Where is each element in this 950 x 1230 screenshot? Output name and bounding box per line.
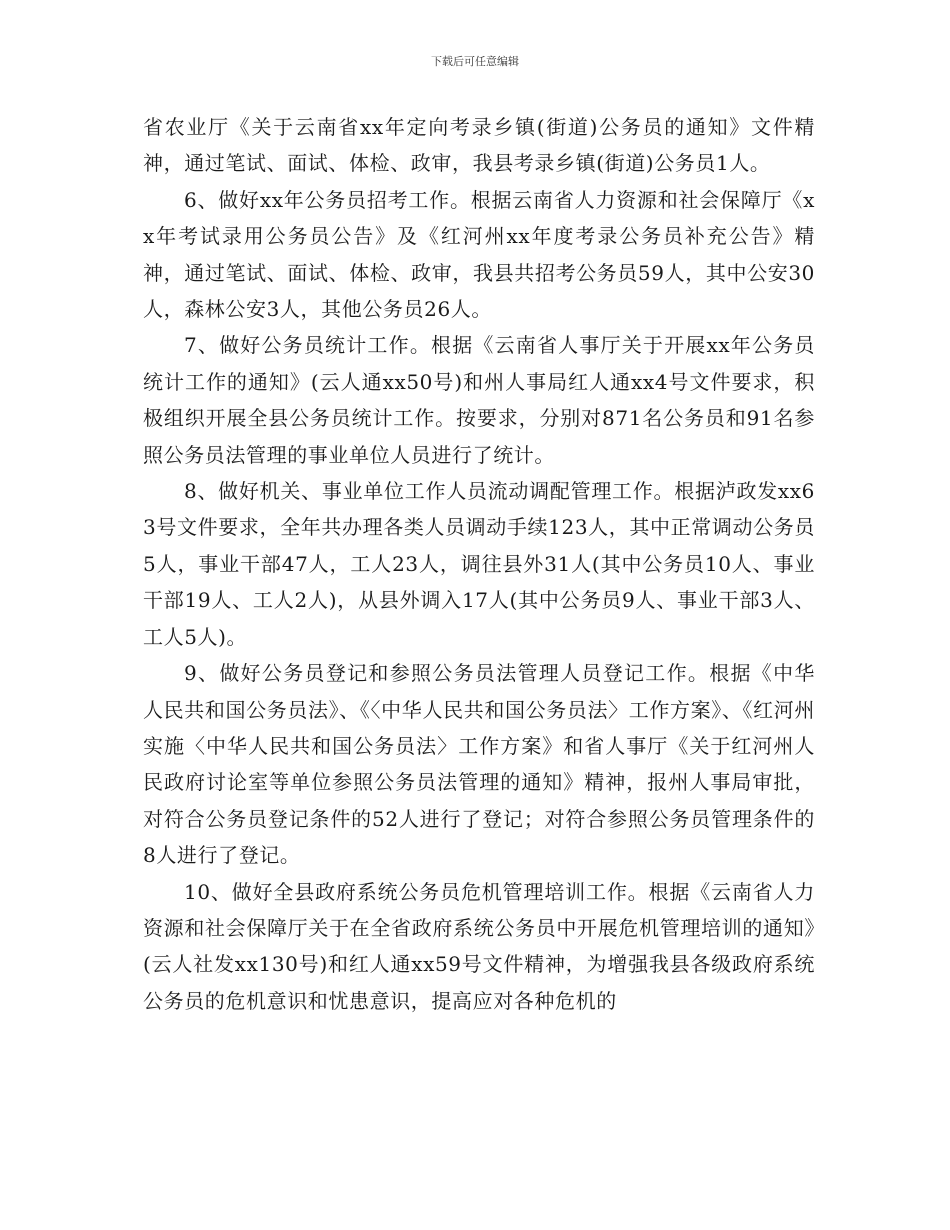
- page-header: 下载后可任意编辑: [431, 55, 519, 68]
- paragraph-continuation: 省农业厅《关于云南省xx年定向考录乡镇(街道)公务员的通知》文件精神，通过笔试、面试、体检、政审，我县考录乡镇(街道)公务员1人。: [143, 115, 815, 176]
- paragraph-item-9: 9、做好公务员登记和参照公务员法管理人员登记工作。根据《中华人民共和国公务员法》、《〈中华人民共和国公务员法〉工作方案》、《红河州实施〈中华人民共和国公务员法〉工作方案》和省人事厅《关于红河州人民政府讨论室等单位参照公务员法管理的通知》精神，报州人事局审批，对符合公务员登记条件的52人进行了登记；对符合参照公务员管理条件的8人进行了登记。: [143, 661, 815, 868]
- paragraph-item-10: 10、做好全县政府系统公务员危机管理培训工作。根据《云南省人力资源和社会保障厅关于在全省政府系统公务员中开展危机管理培训的通知》(云人社发xx130号)和红人通xx59号文件精神，为增强我县各级政府系统公务员的危机意识和忧患意识，提高应对各种危机的: [143, 879, 815, 1013]
- paragraph-item-6: 6、做好xx年公务员招考工作。根据云南省人力资源和社会保障厅《xx年考试录用公务员公告》及《红河州xx年度考录公务员补充公告》精神，通过笔试、面试、体检、政审，我县共招考公务员59人，其中公安30人，森林公安3人，其他公务员26人。: [143, 187, 815, 322]
- paragraph-item-8: 8、做好机关、事业单位工作人员流动调配管理工作。根据泸政发xx63号文件要求，全年共办理各类人员调动手续123人，其中正常调动公务员5人，事业干部47人，工人23人，调往县外31人(其中公务员10人、事业干部19人、工人2人)，从县外调入17人(其中公务员9人、事业干部3人、工人5人)。: [143, 479, 815, 649]
- document-body: [143, 109, 815, 1019]
- paragraph-item-7: 7、做好公务员统计工作。根据《云南省人事厅关于开展xx年公务员统计工作的通知》(云人通xx50号)和州人事局红人通xx4号文件要求，积极组织开展全县公务员统计工作。按要求，分别对871名公务员和91名参照公务员法管理的事业单位人员进行了统计。: [143, 333, 815, 467]
